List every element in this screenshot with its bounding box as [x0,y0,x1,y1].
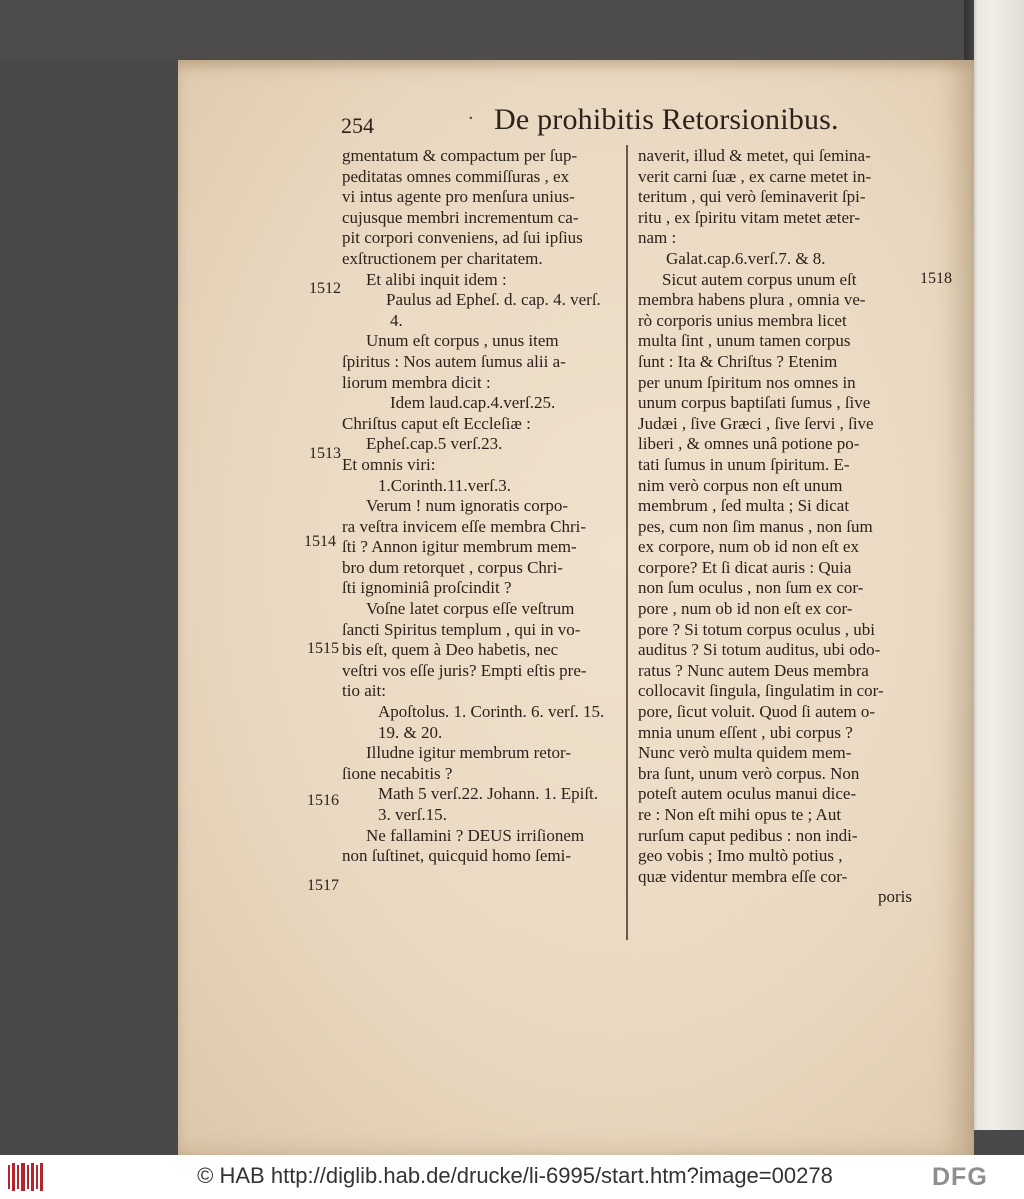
right-column-line: Judæi , ſive Græci , ſive ſervi , ſive [638,413,874,433]
right-column-line: multa ſint , unum tamen corpus [638,331,851,351]
right-text-column [638,146,912,908]
footer-bar [0,1155,1024,1199]
left-column-line: 19. & 20. [378,722,443,742]
copyright-link[interactable]: © HAB http://diglib.hab.de/drucke/li-6995/start.htm?image=00278 [197,1163,833,1188]
left-column-line: ſti ignominiâ proſcindit ? [342,578,512,598]
right-column-line: Galat.cap.6.verſ.7. & 8. [666,248,826,268]
column-rule [626,145,628,940]
right-column-line: non ſum oculus , non ſum ex cor- [638,578,864,598]
hab-barcode-logo-icon[interactable] [6,1161,46,1193]
paragraph-number: 1514 [304,533,336,550]
paragraph-number: 1516 [307,792,339,809]
left-column-line: 4. [390,310,403,330]
right-column-line: poteſt autem oculus manui dice- [638,784,857,804]
page-number: 254 [341,113,374,138]
right-column-line: verit carni ſuæ , ex carne metet in- [638,166,872,186]
left-column-line: Voſne latet corpus eſſe veſtrum [366,599,575,619]
left-column-line: peditatas omnes commiſſuras , ex [342,166,570,186]
left-column-line: ſancti Spiritus templum , qui in vo- [342,619,581,639]
left-column-line: ſti ? Annon igitur membrum mem- [342,537,577,557]
right-column-line: geo vobis ; Imo multò potius , [638,846,843,866]
right-column-line: membra habens plura , omnia ve- [638,290,866,310]
left-column-line: Math 5 verſ.22. Johann. 1. Epiſt. [378,784,599,804]
left-column-line: vi intus agente pro menſura unius- [342,187,575,207]
right-column-line: rò corporis unius membra licet [638,310,847,330]
right-column-line: ritu , ex ſpiritu vitam metet æter- [638,207,861,227]
right-column-line: teritum , qui verò ſeminaverit ſpi- [638,187,866,207]
left-column-line: ſpiritus : Nos autem ſumus alii a- [342,351,566,371]
left-column-line: bro dum retorquet , corpus Chri- [342,557,563,577]
right-column-line: mnia unum eſſent , ubi corpus ? [638,722,853,742]
facing-page-edge [974,0,1024,1130]
left-column-line: Paulus ad Epheſ. d. cap. 4. verſ. [386,290,601,310]
left-text-column [342,146,604,867]
left-column-line: Illudne igitur membrum retor- [366,743,572,763]
right-column-line: poris [878,887,912,907]
left-column-line: Apoſtolus. 1. Corinth. 6. verſ. 15. [378,702,605,722]
left-column-line: non ſuſtinet, quicquid homo ſemi- [342,846,572,866]
right-column-line: liberi , & omnes unâ potione po- [638,434,860,454]
left-column-line: Verum ! num ignoratis corpo- [366,496,569,516]
left-column-line: Chriſtus caput eſt Eccleſiæ : [342,413,531,433]
right-column-line: Sicut autem corpus unum eſt [662,269,857,289]
paragraph-number: 1512 [309,280,341,297]
right-column-line: quæ videntur membra eſſe cor- [638,866,848,886]
paragraph-number: 1518 [920,270,952,287]
right-column-line: ex corpore, num ob id non eſt ex [638,537,859,557]
right-column-line: pore, ſicut voluit. Quod ſi autem o- [638,702,876,722]
right-column-line: auditus ? Si totum auditus, ubi odo- [638,640,881,660]
right-column-line: pore ? Si totum corpus oculus , ubi [638,619,876,639]
left-column-line: 1.Corinth.11.verſ.3. [378,475,511,495]
left-column-line: Et alibi inquit idem : [366,269,507,289]
paragraph-number: 1513 [309,445,341,462]
left-column-line: ra veſtra invicem eſſe membra Chri- [342,516,587,536]
right-column-line: nim verò corpus non eſt unum [638,475,843,495]
left-column-line: tio ait: [342,681,386,701]
left-column-line: gmentatum & compactum per ſup- [342,146,578,165]
left-column-line: Epheſ.cap.5 verſ.23. [366,434,503,454]
paragraph-number: 1517 [307,877,339,894]
left-column-line: 3. verſ.15. [378,805,447,824]
right-column-line: ratus ? Nunc autem Deus membra [638,660,869,680]
left-column-line: Et omnis viri: [342,454,436,474]
left-column-line: bis eſt, quem à Deo habetis, nec [342,640,559,660]
header-ornament: · [468,108,474,129]
left-column-line: Ne fallamini ? DEUS irriſionem [366,825,585,845]
left-column-line: liorum membra dicit : [342,372,491,392]
right-column-line: pes, cum non ſim manus , non ſum [638,516,873,536]
scan-background-top [0,0,1024,62]
right-column-line: rurſum caput pedibus : non indi- [638,825,858,845]
right-column-line: tati ſumus in unum ſpiritum. E- [638,454,850,474]
left-column-line: ſione necabitis ? [342,763,453,783]
left-column-line: cujusque membri incrementum ca- [342,207,579,227]
right-column-line: nam : [638,228,677,248]
right-column-line: per unum ſpiritum nos omnes in [638,372,856,392]
right-column-line: unum corpus baptiſati ſumus , ſive [638,393,871,413]
right-column-line: bra ſunt, unum verò corpus. Non [638,763,860,783]
left-column-line: veſtri vos eſſe juris? Empti eſtis pre- [342,660,587,680]
left-column-line: pit corpori conveniens, ad ſui ipſius [342,228,583,248]
right-column-line: ſunt : Ita & Chriſtus ? Etenim [638,351,838,371]
scan-background-left [0,60,178,1155]
right-column-line: membrum , ſed multa ; Si dicat [638,496,850,516]
dfg-logo[interactable]: DFG [932,1163,988,1191]
paragraph-number: 1515 [307,640,339,657]
right-column-line: pore , num ob id non eſt ex cor- [638,599,853,619]
running-title: De prohibitis Retorsionibus. [494,103,839,136]
right-column-line: collocavit ſingula, ſingulatim in cor- [638,681,884,701]
right-column-line: re : Non eſt mihi opus te ; Aut [638,805,842,824]
left-column-line: Idem laud.cap.4.verſ.25. [390,393,556,413]
right-column-line: Nunc verò multa quidem mem- [638,743,852,763]
left-column-line: Unum eſt corpus , unus item [366,331,559,351]
right-column-line: naverit, illud & metet, qui ſemina- [638,146,871,165]
left-column-line: exſtructionem per charitatem. [342,248,543,268]
right-column-line: corpore? Et ſi dicat auris : Quia [638,557,852,577]
